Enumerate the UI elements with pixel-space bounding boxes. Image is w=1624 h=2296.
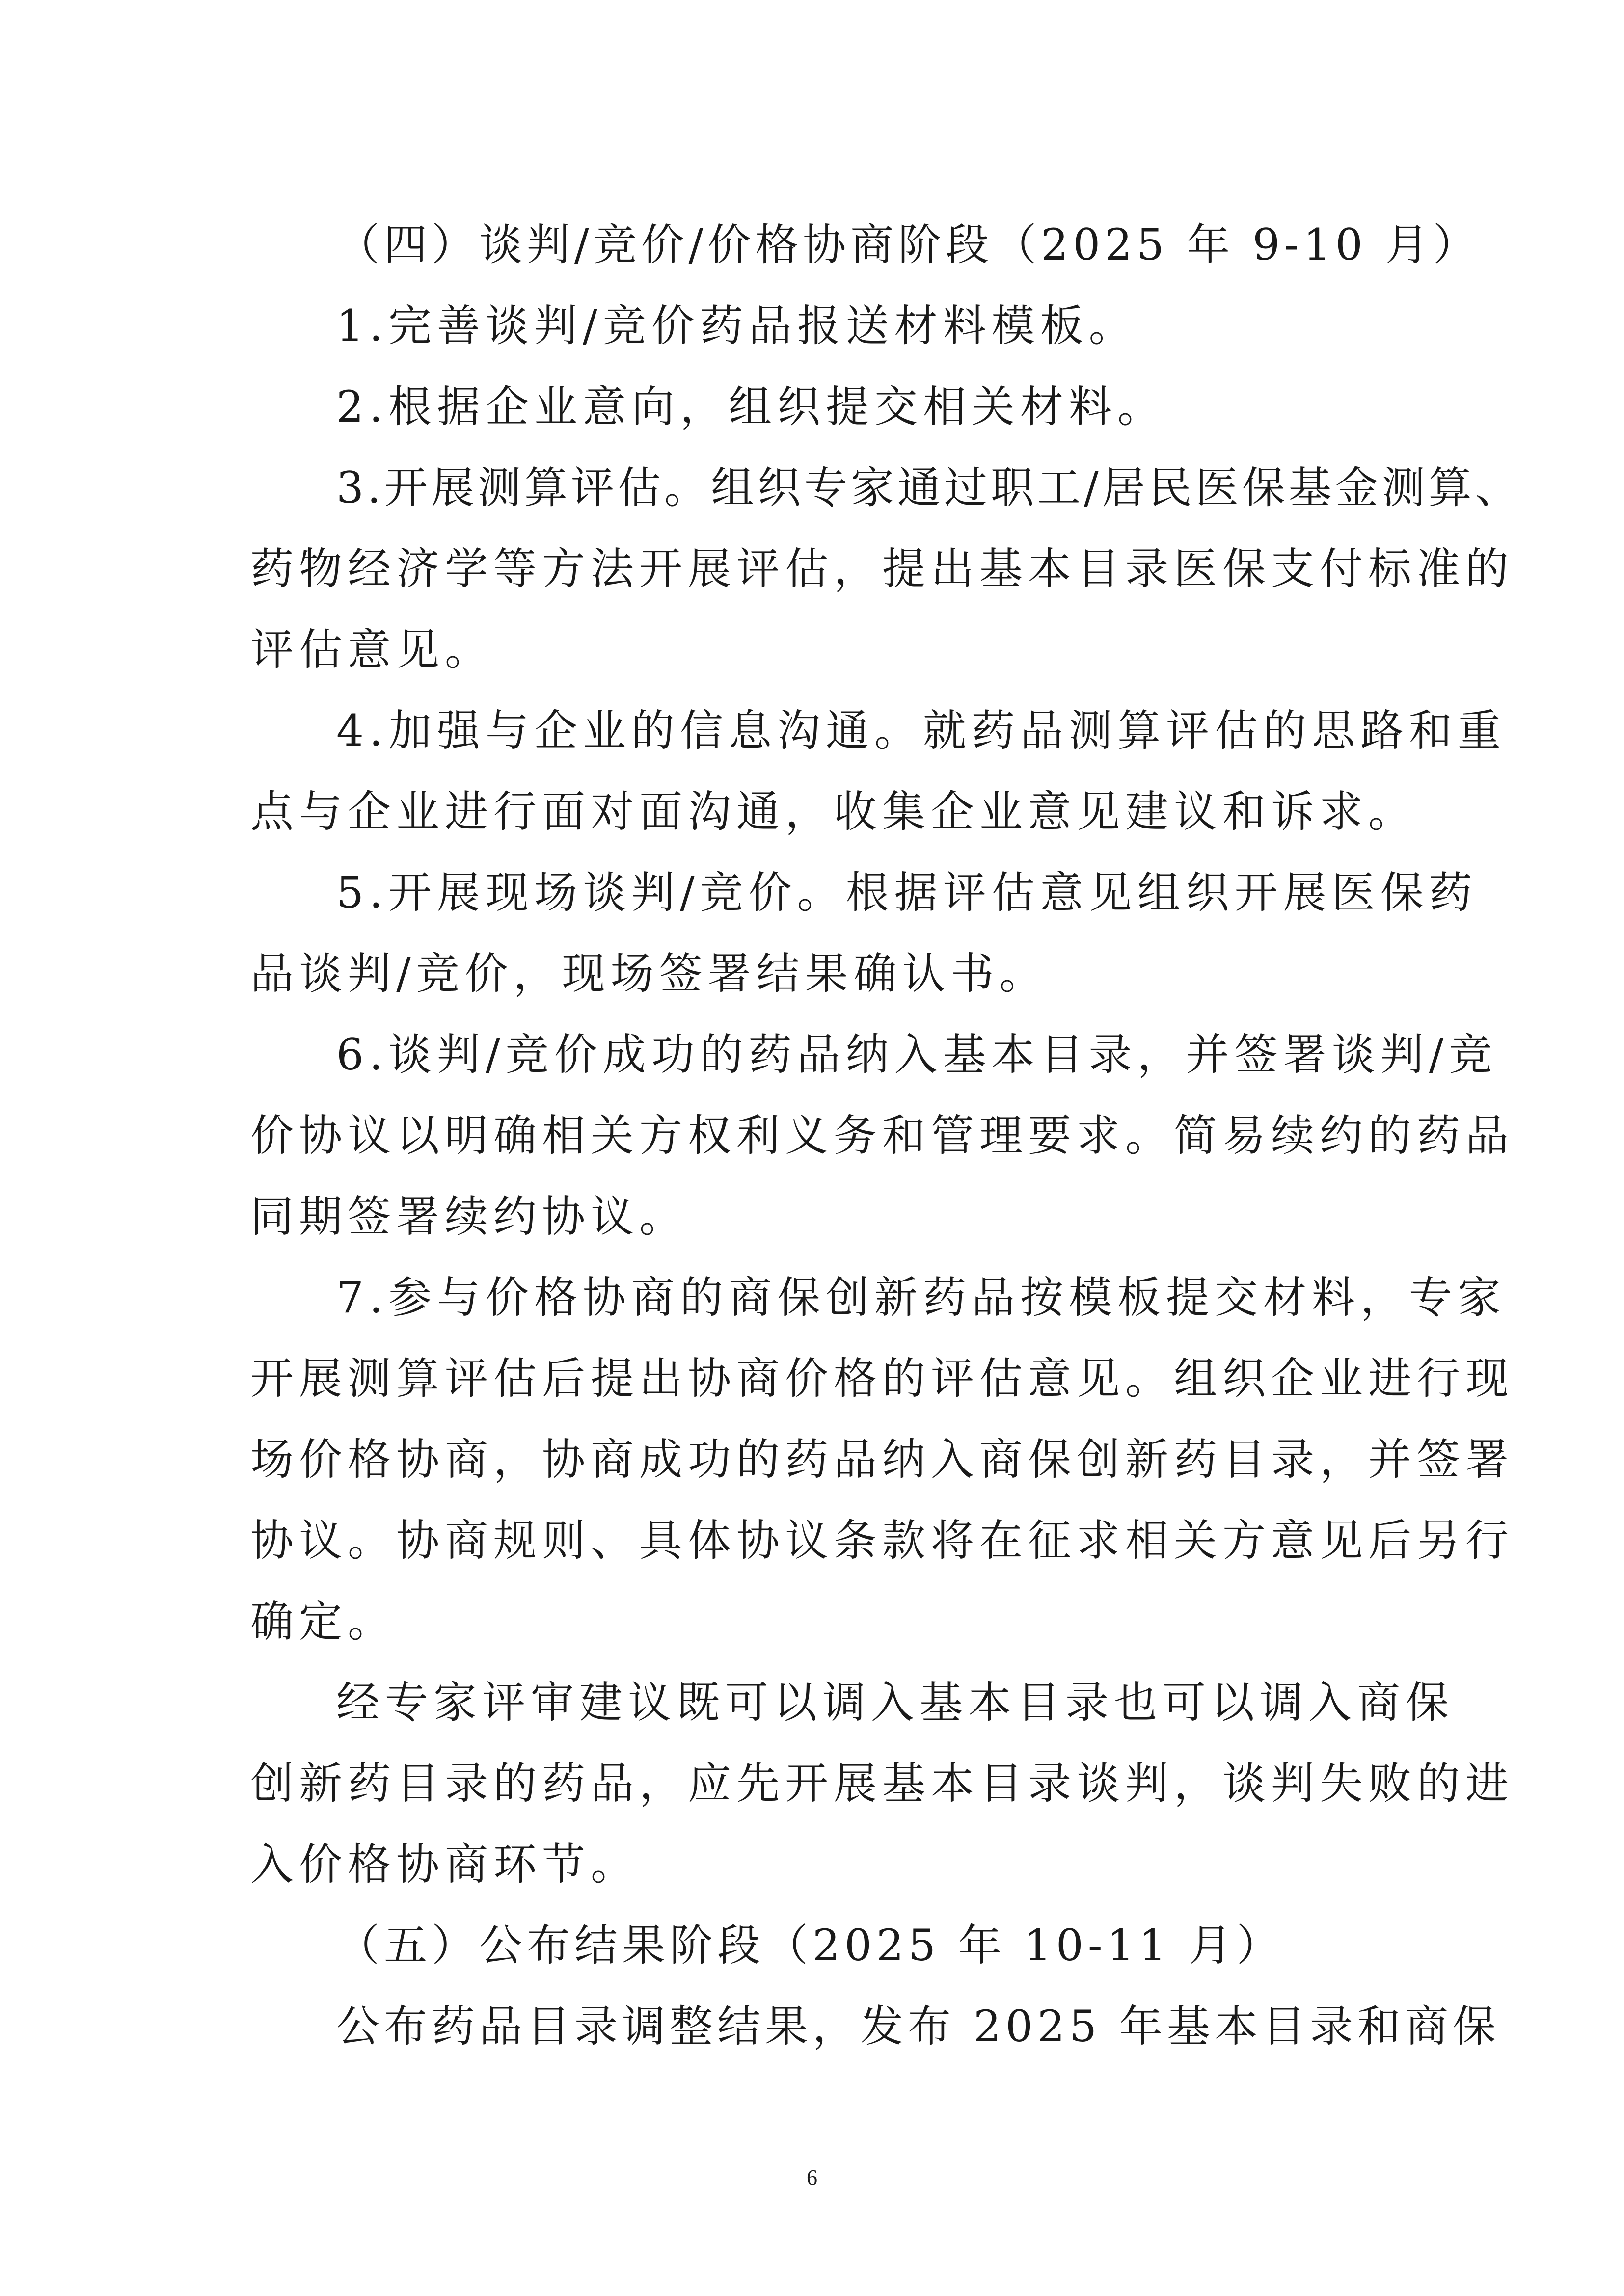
paragraph-line: 6.谈判/竞价成功的药品纳入基本目录，并签署谈判/竞 — [336, 1029, 1498, 1080]
paragraph-line: 7.参与价格协商的商保创新药品按模板提交材料，专家 — [336, 1272, 1506, 1323]
section-heading-5: （五）公布结果阶段（2025 年 10-11 月） — [336, 1920, 1284, 1971]
paragraph-line: 入价格协商环节。 — [250, 1839, 640, 1890]
paragraph-line: 开展测算评估后提出协商价格的评估意见。组织企业进行现 — [250, 1353, 1515, 1404]
paragraph-line: 品谈判/竞价，现场签署结果确认书。 — [250, 948, 1048, 999]
paragraph-line: 协议。协商规则、具体协议条款将在征求相关方意见后另行 — [250, 1515, 1515, 1566]
paragraph-line: 4.加强与企业的信息沟通。就药品测算评估的思路和重 — [336, 705, 1506, 756]
paragraph-line: 同期签署续约协议。 — [250, 1191, 688, 1242]
section-heading-4: （四）谈判/竞价/价格协商阶段（2025 年 9-10 月） — [336, 219, 1481, 270]
paragraph-line: 5.开展现场谈判/竞价。根据评估意见组织开展医保药 — [336, 867, 1478, 918]
paragraph-line: 场价格协商，协商成功的药品纳入商保创新药目录，并签署 — [250, 1434, 1515, 1485]
paragraph-line: 评估意见。 — [250, 624, 494, 675]
paragraph-line: 2.根据企业意向，组织提交相关材料。 — [336, 381, 1166, 432]
paragraph-line: 创新药目录的药品，应先开展基本目录谈判，谈判失败的进 — [250, 1758, 1515, 1809]
paragraph-line: 药物经济学等方法开展评估，提出基本目录医保支付标准的 — [250, 543, 1515, 594]
paragraph-line: 确定。 — [250, 1596, 397, 1647]
paragraph-line: 3.开展测算评估。组织专家通过职工/居民医保基金测算、 — [336, 462, 1522, 513]
paragraph-line: 1.完善谈判/竞价药品报送材料模板。 — [336, 300, 1137, 351]
paragraph-line: 点与企业进行面对面沟通，收集企业意见建议和诉求。 — [250, 786, 1417, 837]
page-number: 6 — [807, 2165, 817, 2189]
paragraph-line: 价协议以明确相关方权利义务和管理要求。简易续约的药品 — [250, 1110, 1515, 1161]
paragraph-line: 公布药品目录调整结果，发布 2025 年基本目录和商保 — [336, 2001, 1500, 2052]
paragraph-line: 经专家评审建议既可以调入基本目录也可以调入商保 — [336, 1677, 1455, 1728]
